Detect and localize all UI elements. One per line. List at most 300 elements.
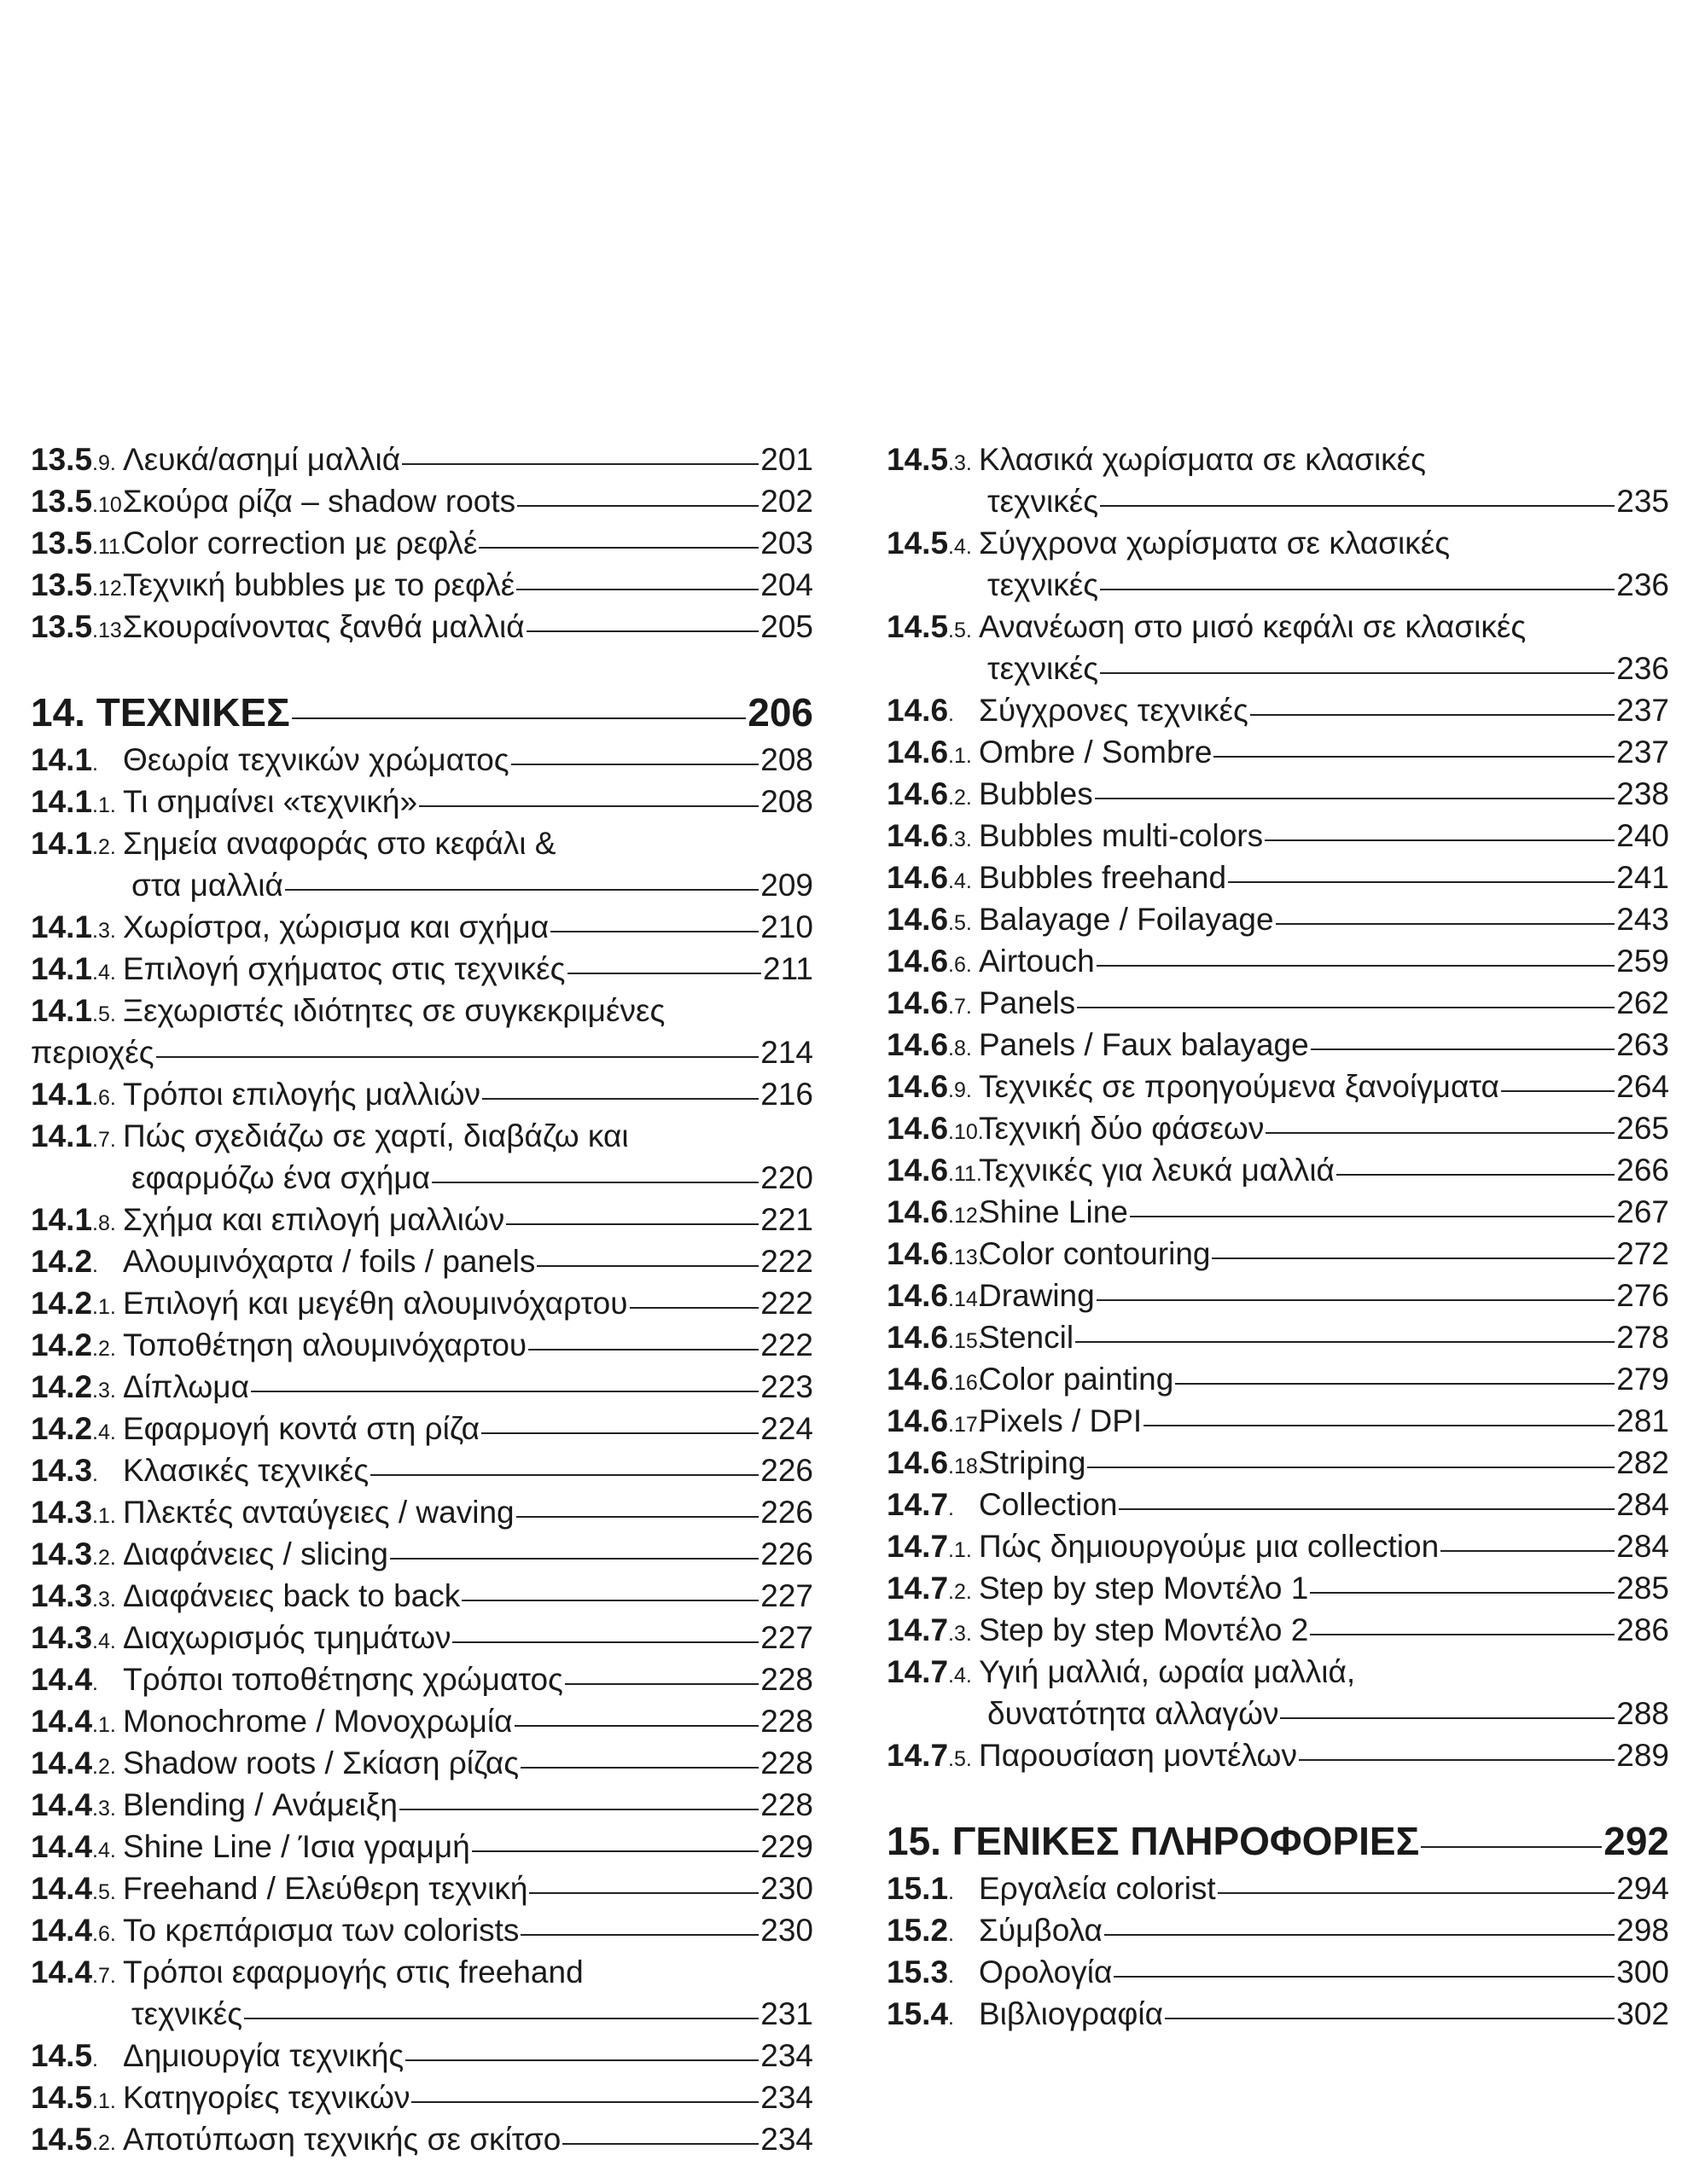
toc-entry — [887, 1316, 1669, 1358]
toc-entry — [887, 1867, 1669, 1909]
entry-number-sub: .6. — [948, 953, 972, 977]
entry-title: Σκουραίνοντας ξανθά μαλλιά — [123, 609, 525, 644]
entry-number-section: 6 — [930, 1153, 949, 1188]
toc-entry — [31, 606, 813, 648]
entry-number-chapter: 15. — [887, 1913, 931, 1948]
entry-title: Πώς δημιουργούμε μια collection — [979, 1529, 1440, 1564]
entry-number — [887, 940, 979, 986]
entry-number-chapter: 14. — [887, 526, 931, 561]
toc-entry — [887, 1909, 1669, 1951]
entry-number-section: 6 — [930, 1027, 949, 1062]
entry-number-chapter: 14. — [31, 2038, 75, 2073]
entry-page-number: 227 — [760, 1620, 813, 1655]
entry-page-number: 216 — [760, 1077, 813, 1112]
entry-number-section: 3 — [74, 1495, 93, 1530]
toc-entry — [887, 815, 1669, 857]
leader-line — [251, 1391, 759, 1392]
entry-number-section: 5 — [930, 526, 949, 561]
toc-entry — [31, 1742, 813, 1784]
entry-number-chapter: 14. — [887, 1320, 931, 1355]
entry-page-number: 234 — [760, 2080, 813, 2115]
leader-line — [482, 1098, 759, 1100]
entry-number — [31, 739, 123, 785]
leader-line — [244, 2018, 759, 2019]
entry-number — [887, 1275, 984, 1321]
entry-number-section: 4 — [74, 1745, 93, 1780]
toc-entry — [31, 906, 813, 948]
entry-number — [31, 822, 123, 868]
entry-title: Collection — [979, 1487, 1118, 1522]
entry-number-section: 1 — [74, 784, 93, 819]
entry-number-section: 1 — [74, 1202, 93, 1237]
toc-entry — [887, 1149, 1669, 1191]
entry-page-number: 278 — [1616, 1320, 1669, 1355]
entry-number-section: 6 — [930, 1403, 949, 1438]
entry-title: Λευκά/ασημί μαλλιά — [123, 442, 401, 477]
entry-page-number: 237 — [1616, 693, 1669, 728]
entry-number — [31, 1784, 123, 1830]
leader-line — [517, 505, 759, 507]
entry-number-sub: .4. — [92, 961, 116, 985]
entry-number — [887, 1066, 979, 1112]
entry-number-chapter: 15. — [887, 1871, 931, 1906]
entry-number — [887, 1609, 979, 1655]
entry-page-number: 266 — [1616, 1153, 1669, 1188]
toc-entry — [31, 1366, 813, 1408]
entry-page-number: 205 — [760, 609, 813, 644]
entry-page-number: 288 — [1616, 1696, 1669, 1731]
leader-line — [1218, 1892, 1615, 1894]
entry-number — [31, 906, 123, 952]
leader-line — [1266, 1132, 1615, 1134]
entry-number-sub: .2. — [92, 1755, 116, 1779]
leader-line — [370, 1474, 759, 1476]
entry-title: Airtouch — [979, 944, 1095, 979]
entry-title: Σκούρα ρίζα – shadow roots — [123, 484, 516, 519]
toc-entry — [887, 731, 1669, 773]
toc-entry — [887, 1400, 1669, 1442]
entry-number-section: 5 — [74, 442, 93, 477]
toc-entry — [887, 773, 1669, 815]
entry-number — [31, 1617, 123, 1663]
toc-entry — [887, 1567, 1669, 1609]
entry-title: Ξεχωριστές ιδιότητες σε συγκεκριμένες — [123, 993, 666, 1028]
entry-title: Ορολογία — [979, 1955, 1113, 1989]
entry-number-sub: .15. — [948, 1329, 984, 1353]
entry-number-section: 5 — [74, 2122, 93, 2157]
entry-number — [31, 606, 128, 652]
entry-title: Pixels / DPI — [979, 1403, 1143, 1438]
entry-page-number: 228 — [760, 1745, 813, 1780]
entry-number-chapter: 14. — [887, 1403, 931, 1438]
entry-number — [31, 1240, 123, 1287]
entry-number-section: 3 — [74, 1453, 93, 1488]
leader-line — [1097, 1299, 1615, 1301]
entry-number-section: 7 — [930, 1612, 949, 1647]
entry-page-number: 265 — [1616, 1111, 1669, 1146]
toc-entry — [31, 1408, 813, 1449]
entry-page-number: 284 — [1616, 1487, 1669, 1522]
entry-page-number: 203 — [760, 526, 813, 561]
entry-number-sub: .2. — [92, 1337, 116, 1361]
leader-line — [411, 2101, 759, 2103]
entry-number-section: 5 — [74, 484, 93, 519]
entry-number — [31, 564, 128, 610]
entry-number-chapter: 14. — [887, 1612, 931, 1647]
entry-number-sub: .7. — [948, 995, 972, 1019]
toc-entry — [887, 1993, 1669, 2035]
leader-line — [529, 1892, 759, 1894]
entry-number-sub: .2. — [92, 835, 116, 859]
chapter-page-number: 292 — [1603, 1819, 1669, 1863]
entry-number-section: 5 — [74, 526, 93, 561]
toc-entry — [31, 739, 813, 781]
entry-number-section: 6 — [930, 985, 949, 1020]
entry-title: Ombre / Sombre — [979, 735, 1213, 770]
entry-number-chapter: 14. — [887, 693, 931, 728]
entry-number-sub: .4. — [92, 1838, 116, 1862]
entry-number-chapter: 13. — [31, 442, 75, 477]
entry-page-number: 243 — [1616, 902, 1669, 937]
entry-page-number: 284 — [1616, 1529, 1669, 1564]
leader-line — [1212, 1258, 1615, 1259]
entry-number-chapter: 14. — [31, 1077, 75, 1112]
entry-number-sub: .4. — [948, 869, 972, 893]
leader-line — [1119, 1508, 1615, 1510]
entry-number-chapter: 14. — [887, 944, 931, 979]
entry-number — [887, 1107, 984, 1153]
toc-entry — [31, 564, 813, 606]
toc-entry — [31, 1909, 813, 1951]
leader-line — [528, 1349, 759, 1350]
entry-number — [887, 1993, 979, 2039]
entry-number-section: 4 — [74, 1829, 93, 1864]
entry-number-sub: .13. — [948, 1246, 984, 1269]
entry-page-number: 263 — [1616, 1027, 1669, 1062]
entry-number-chapter: 14. — [31, 1369, 75, 1404]
leader-line — [521, 1934, 759, 1936]
entry-number-chapter: 14. — [31, 1244, 75, 1279]
entry-number-chapter: 14. — [31, 1745, 75, 1780]
entry-number-sub: .8. — [92, 1211, 116, 1235]
entry-number-sub: .5. — [948, 619, 972, 642]
entry-number-chapter: 14. — [887, 1069, 931, 1104]
toc-entry — [887, 439, 1669, 480]
entry-title: Διαφάνειες / slicing — [123, 1536, 388, 1571]
entry-title: Color contouring — [979, 1236, 1211, 1271]
entry-number-chapter: 14. — [31, 1871, 75, 1906]
entry-page-number: 264 — [1616, 1069, 1669, 1104]
toc-entry — [31, 2077, 813, 2118]
toc-right-column — [887, 439, 1669, 2035]
toc-entry — [887, 1484, 1669, 1525]
entry-number-sub: . — [948, 2006, 954, 2030]
entry-number — [887, 1867, 979, 1914]
entry-number — [887, 1525, 979, 1571]
entry-number-chapter: 14. — [31, 2080, 75, 2115]
entry-number — [887, 1567, 979, 1613]
leader-line — [527, 630, 759, 632]
entry-number-section: 4 — [74, 1787, 93, 1822]
entry-number — [887, 1191, 984, 1237]
entry-title: Shadow roots / Σκίαση ρίζας — [123, 1745, 520, 1780]
leader-line — [156, 1056, 759, 1058]
entry-title: περιοχές — [31, 1035, 154, 1070]
entry-number-chapter: 14. — [31, 993, 75, 1028]
entry-number-section: 7 — [930, 1487, 949, 1522]
entry-number-sub: . — [92, 752, 98, 775]
entry-title: Εργαλεία colorist — [979, 1871, 1216, 1906]
entry-page-number: 289 — [1616, 1738, 1669, 1773]
entry-number-sub: .3. — [948, 451, 972, 475]
entry-number-sub: .11. — [948, 1162, 982, 1186]
leader-line — [1310, 1634, 1615, 1635]
entry-number — [31, 1324, 123, 1370]
entry-number-chapter: 14. — [31, 909, 75, 944]
entry-number-sub: .4. — [92, 1629, 116, 1653]
leader-line — [1421, 1846, 1602, 1848]
entry-number-section: 1 — [74, 1077, 93, 1112]
toc-entry — [887, 940, 1669, 982]
entry-number — [887, 1909, 979, 1955]
entry-page-number: 201 — [760, 442, 813, 477]
leader-line — [432, 1182, 759, 1183]
toc-entry — [31, 1449, 813, 1491]
toc-chapter-heading — [887, 1815, 1669, 1867]
entry-title: Πώς σχεδιάζω σε χαρτί, διαβάζω και — [123, 1118, 629, 1153]
entry-page-number: 235 — [1616, 484, 1669, 519]
entry-page-number: 227 — [760, 1578, 813, 1613]
entry-number-section: 5 — [74, 2038, 93, 2073]
entry-number-chapter: 14. — [887, 1487, 931, 1522]
entry-number-section: 2 — [930, 1913, 949, 1948]
leader-line — [1175, 1383, 1615, 1385]
entry-page-number: 282 — [1616, 1445, 1669, 1480]
entry-title: τεχνικές — [987, 651, 1099, 686]
leader-line — [1276, 923, 1615, 925]
entry-number-chapter: 14. — [31, 1411, 75, 1446]
leader-line — [390, 1558, 759, 1560]
entry-page-number: 267 — [1616, 1194, 1669, 1229]
entry-page-number: 236 — [1616, 567, 1669, 602]
section-spacer — [887, 1776, 1669, 1815]
entry-number-chapter: 14. — [31, 742, 75, 777]
entry-number-chapter: 14. — [31, 2122, 75, 2157]
leader-line — [402, 463, 759, 465]
entry-title: Δίπλωμα — [123, 1369, 249, 1404]
entry-number-section: 7 — [930, 1529, 949, 1564]
chapter-page-number: 206 — [748, 690, 813, 735]
leader-line — [1336, 1174, 1615, 1176]
toc-entry — [887, 1233, 1669, 1275]
entry-number-section: 1 — [930, 1871, 949, 1906]
toc-entry — [31, 1115, 813, 1157]
entry-number-chapter: 14. — [31, 1829, 75, 1864]
leader-line — [1213, 756, 1615, 758]
toc-entry — [887, 606, 1669, 648]
entry-title: Monochrome / Μονοχρωμία — [123, 1704, 513, 1739]
entry-number-chapter: 14. — [887, 1153, 931, 1188]
entry-number-section: 2 — [74, 1369, 93, 1404]
entry-page-number: 285 — [1616, 1571, 1669, 1606]
toc-entry — [31, 1951, 813, 1993]
toc-entry — [887, 1358, 1669, 1400]
entry-title: Τι σημαίνει «τεχνική» — [123, 784, 418, 819]
entry-number-chapter: 14. — [887, 1738, 931, 1773]
leader-line — [567, 973, 762, 974]
entry-page-number: 241 — [1616, 860, 1669, 895]
entry-page-number: 210 — [760, 909, 813, 944]
entry-number-sub: .2. — [92, 2131, 116, 2155]
entry-number-section: 2 — [74, 1244, 93, 1279]
entry-title: Δημιουργία τεχνικής — [123, 2038, 404, 2073]
entry-page-number: 236 — [1616, 651, 1669, 686]
entry-title: Blending / Ανάμειξη — [123, 1787, 398, 1822]
entry-title: Bubbles multi-colors — [979, 818, 1264, 853]
toc-entry — [31, 1240, 813, 1282]
entry-number-sub: .16. — [948, 1371, 984, 1395]
entry-number-section: 4 — [74, 1704, 93, 1739]
toc-entry — [887, 1275, 1669, 1316]
entry-number-section: 6 — [930, 944, 949, 979]
leader-line — [1130, 1216, 1615, 1217]
leader-line — [562, 2143, 759, 2145]
entry-page-number: 286 — [1616, 1612, 1669, 1647]
entry-title: Σύγχρονα χωρίσματα σε κλασικές — [979, 526, 1451, 561]
entry-number-chapter: 13. — [31, 526, 75, 561]
entry-title: Τεχνική bubbles με το ρεφλέ — [123, 567, 515, 602]
entry-page-number: 211 — [763, 951, 813, 986]
entry-number — [887, 815, 979, 861]
entry-title: Bubbles freehand — [979, 860, 1227, 895]
entry-title: Σχήμα και επιλογή μαλλιών — [123, 1202, 505, 1237]
entry-number — [887, 689, 979, 735]
entry-number — [887, 857, 979, 903]
entry-title: Striping — [979, 1445, 1086, 1480]
entry-number-section: 6 — [930, 1236, 949, 1271]
entry-number-section: 2 — [74, 1286, 93, 1321]
entry-number-sub: .11. — [92, 535, 126, 559]
entry-number-section: 6 — [930, 1111, 949, 1146]
entry-number — [31, 1199, 123, 1245]
entry-page-number: 228 — [760, 1662, 813, 1697]
entry-number-section: 6 — [930, 1320, 949, 1355]
entry-page-number: 262 — [1616, 985, 1669, 1020]
leader-line — [452, 1641, 759, 1643]
entry-number — [887, 606, 979, 652]
entry-number-chapter: 14. — [887, 1236, 931, 1271]
entry-number — [31, 1826, 123, 1872]
entry-number-sub: .10. — [948, 1120, 984, 1144]
leader-line — [1077, 1007, 1615, 1008]
toc-entry-continuation — [31, 1157, 813, 1199]
toc-entry — [31, 1575, 813, 1617]
entry-number-section: 2 — [74, 1411, 93, 1446]
entry-title: Τρόποι επιλογής μαλλιών — [123, 1077, 481, 1112]
leader-line — [565, 1683, 759, 1685]
entry-number-section: 6 — [930, 1278, 949, 1313]
entry-number-chapter: 13. — [31, 484, 75, 519]
entry-title: Color correction με ρεφλέ — [123, 526, 478, 561]
entry-number-chapter: 14. — [887, 1362, 931, 1397]
entry-number-sub: .1. — [948, 744, 972, 768]
toc-entry-continuation — [887, 564, 1669, 606]
entry-number-sub: .1. — [92, 1713, 116, 1737]
entry-number-sub: .7. — [92, 1128, 116, 1152]
entry-page-number: 298 — [1616, 1913, 1669, 1948]
entry-number-sub: .12. — [948, 1204, 984, 1228]
entry-number — [887, 1951, 979, 1997]
leader-line — [1299, 1759, 1615, 1761]
entry-number-sub: . — [948, 1964, 954, 1988]
toc-entry — [887, 1107, 1669, 1149]
toc-entry-continuation — [887, 1693, 1669, 1734]
entry-number-chapter: 14. — [887, 1529, 931, 1564]
toc-entry — [31, 2035, 813, 2077]
toc-chapter-heading — [31, 686, 813, 739]
entry-number-chapter: 14. — [31, 1286, 75, 1321]
entry-number-chapter: 14. — [31, 1620, 75, 1655]
entry-number-section: 6 — [930, 735, 949, 770]
entry-number-chapter: 14. — [887, 776, 931, 811]
leader-line — [511, 764, 759, 765]
entry-number-sub: .1. — [948, 1538, 972, 1562]
entry-number-sub: .5. — [948, 911, 972, 935]
entry-title: Color painting — [979, 1362, 1174, 1397]
leader-line — [1100, 589, 1615, 590]
leader-line — [515, 1725, 759, 1727]
entry-number-section: 3 — [74, 1536, 93, 1571]
entry-number — [887, 731, 979, 777]
entry-number — [887, 1316, 984, 1362]
entry-title: Τρόποι τοποθέτησης χρώματος — [123, 1662, 563, 1697]
entry-page-number: 294 — [1616, 1871, 1669, 1906]
entry-number-sub: .5. — [948, 1747, 972, 1771]
entry-number-chapter: 14. — [887, 860, 931, 895]
entry-title: Stencil — [979, 1320, 1074, 1355]
toc-entry-continuation — [31, 1031, 813, 1073]
chapter-title: 15. ΓΕΝΙΚΕΣ ΠΛΗΡΟΦΟΡΙΕΣ — [887, 1819, 1420, 1863]
entry-page-number: 272 — [1616, 1236, 1669, 1271]
entry-number-chapter: 14. — [31, 1495, 75, 1530]
entry-number-sub: . — [92, 1671, 98, 1695]
leader-line — [1087, 1467, 1615, 1468]
entry-number — [887, 1024, 979, 1070]
entry-number-section: 1 — [74, 909, 93, 944]
entry-number-chapter: 14. — [887, 1445, 931, 1480]
entry-number-section: 3 — [930, 1955, 949, 1989]
entry-number-sub: .2. — [948, 786, 972, 810]
entry-number — [31, 1951, 123, 1997]
entry-number-chapter: 14. — [887, 1111, 931, 1146]
entry-number-section: 6 — [930, 1069, 949, 1104]
entry-number-chapter: 14. — [31, 1662, 75, 1697]
entry-title: Τρόποι εφαρμογής στις freehand — [123, 1955, 584, 1989]
entry-number-section: 6 — [930, 818, 949, 853]
entry-number-chapter: 14. — [887, 1194, 931, 1229]
toc-entry — [31, 1826, 813, 1867]
entry-page-number: 302 — [1616, 1996, 1669, 2031]
entry-number-section: 1 — [74, 826, 93, 861]
entry-number-section: 6 — [930, 860, 949, 895]
entry-page-number: 224 — [760, 1411, 813, 1446]
entry-title: Freehand / Ελεύθερη τεχνική — [123, 1871, 528, 1906]
entry-title: Balayage / Foilayage — [979, 902, 1274, 937]
toc-entry — [31, 1282, 813, 1324]
leader-line — [481, 1432, 759, 1434]
entry-title: Υγιή μαλλιά, ωραία μαλλιά, — [979, 1654, 1356, 1689]
entry-number-chapter: 14. — [887, 818, 931, 853]
